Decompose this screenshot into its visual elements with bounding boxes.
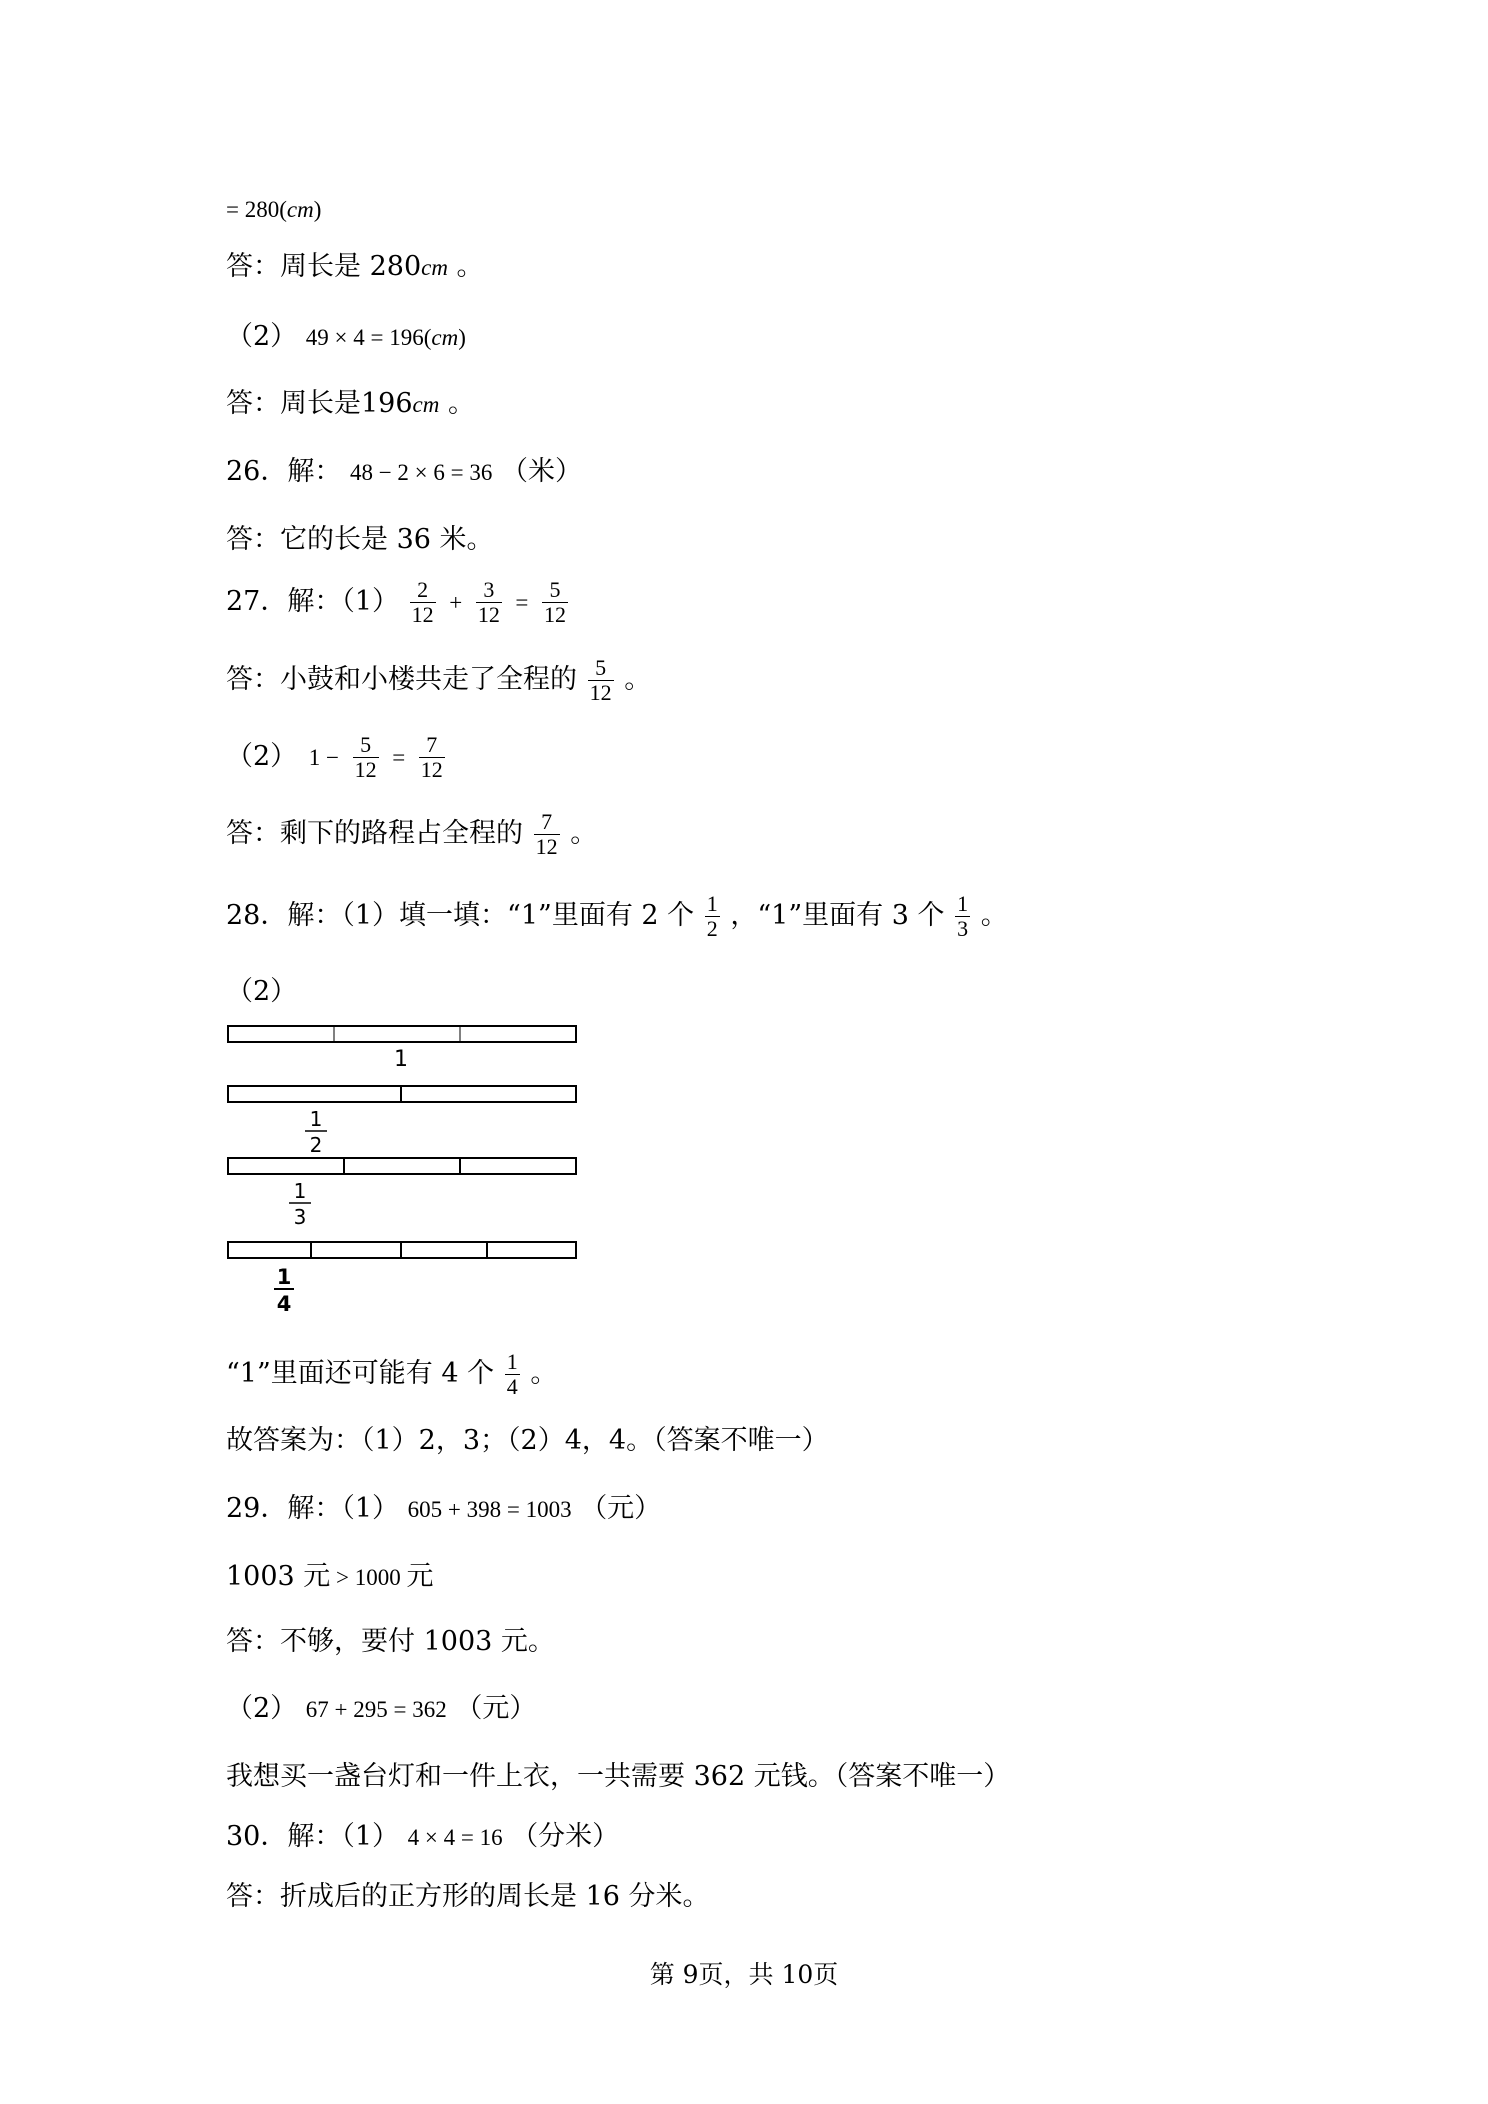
q29-part2-answer: 我想买一盏台灯和一件上衣，一共需要 362 元钱。（答案不唯一） bbox=[226, 1761, 1011, 1792]
fraction: $\frac{3}{12}$ bbox=[477, 577, 500, 627]
bar3-label-num: 1 bbox=[293, 1179, 307, 1203]
q29-part2-solution: （2） 67 + 295 = 362 （元） bbox=[226, 1693, 537, 1724]
fraction: $\frac{5}{12}$ bbox=[589, 655, 612, 705]
q28-part2-label: （2） bbox=[226, 976, 298, 1007]
q26-solution: 26．解： 48 − 2 × 6 = 36 （米） bbox=[226, 456, 582, 487]
q29-part1-solution: 29．解：（1） 605 + 398 = 1003 （元） bbox=[226, 1493, 662, 1524]
answer-perimeter-280: 答：周长是 280cm 。 bbox=[226, 251, 484, 282]
fraction: $\frac{5}{12}$ bbox=[543, 577, 566, 627]
bar1-label: 1 bbox=[394, 1047, 408, 1072]
q30-part1-solution: 30．解：（1） 4 × 4 = 16 （分米） bbox=[226, 1821, 620, 1852]
q29-part1-answer: 答：不够，要付 1003 元。 bbox=[226, 1626, 555, 1657]
fraction: $\frac{7}{12}$ bbox=[535, 809, 558, 859]
bar2-label-den: 2 bbox=[309, 1133, 323, 1157]
q28-final-answer: 故答案为：（1）2，3；（2）4，4。（答案不唯一） bbox=[226, 1425, 829, 1456]
q27-part1-answer: 答：小鼓和小楼共走了全程的 $\frac{5}{12}$ 。 bbox=[226, 655, 652, 705]
q30-part1-answer: 答：折成后的正方形的周长是 16 分米。 bbox=[226, 1881, 710, 1912]
fraction: $\frac{1}{2}$ bbox=[706, 891, 718, 941]
fraction: $\frac{5}{12}$ bbox=[354, 732, 377, 782]
fraction: $\frac{2}{12}$ bbox=[411, 577, 434, 627]
fraction: $\frac{7}{12}$ bbox=[420, 732, 443, 782]
q29-compare: 1003 元 > 1000 元 bbox=[226, 1561, 434, 1592]
calc-49x4: （2） 49 × 4 = 196(cm) bbox=[226, 321, 466, 352]
q27-part2-solution: （2） 1 − $\frac{5}{12}$ = $\frac{7}{12}$ bbox=[226, 732, 443, 782]
bar4-label-den: 4 bbox=[276, 1292, 292, 1316]
q26-answer: 答：它的长是 36 米。 bbox=[226, 524, 494, 555]
bar4-label-num: 1 bbox=[276, 1265, 292, 1289]
q28-part2-answer: “1”里面还可能有 4 个 $\frac{1}{4}$ 。 bbox=[226, 1349, 558, 1399]
bar2-label-num: 1 bbox=[309, 1107, 323, 1131]
q28-part1-solution: 28．解：（1）填一填：“1”里面有 2 个 $\frac{1}{2}$ ，“1”里面有 3 个 $\frac{1}{3}$ 。 bbox=[226, 891, 1008, 941]
q27-part1-solution: 27．解：（1） $\frac{2}{12}$ + $\frac{3}{12}$ = $\frac{5}{12}$ bbox=[226, 577, 566, 627]
fraction: $\frac{1}{4}$ bbox=[506, 1349, 518, 1399]
bar-thirds bbox=[228, 1158, 576, 1174]
bar-whole bbox=[228, 1026, 576, 1042]
line-280cm: = 280(cm) bbox=[226, 197, 322, 222]
fraction: $\frac{1}{3}$ bbox=[957, 891, 969, 941]
page-footer: 第 9页，共 10页 bbox=[649, 1960, 839, 1989]
bar3-label-den: 3 bbox=[293, 1205, 307, 1229]
q27-part2-answer: 答：剩下的路程占全程的 $\frac{7}{12}$ 。 bbox=[226, 809, 598, 859]
fraction-bars-figure bbox=[224, 1020, 584, 1340]
answer-perimeter-196: 答：周长是196cm 。 bbox=[226, 388, 475, 419]
